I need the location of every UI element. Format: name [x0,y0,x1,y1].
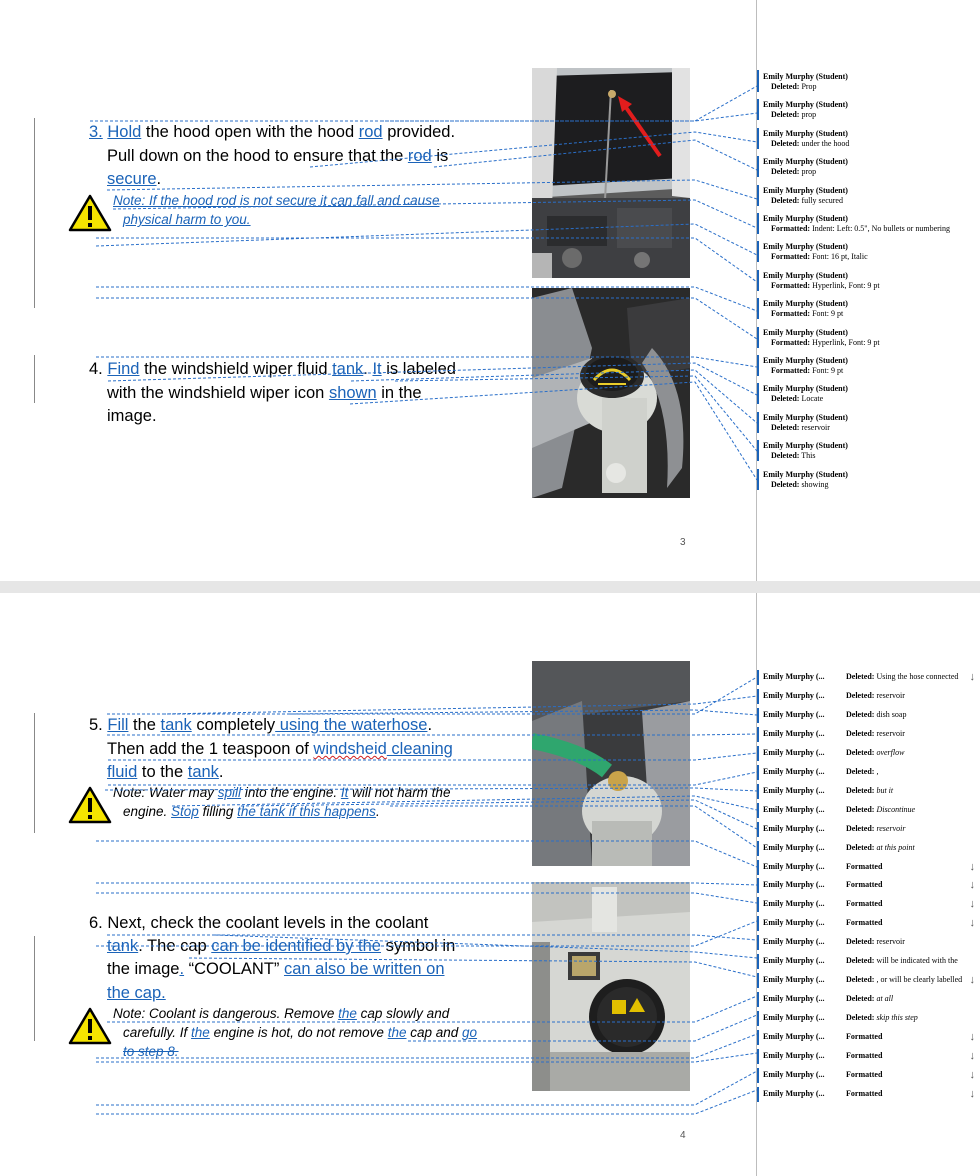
comment-bar [757,241,759,262]
comment-change [763,252,868,262]
comment-author: Emily Murphy (Student) [763,185,848,195]
change-detail: Prop [799,82,817,91]
change-detail: reservoir [874,690,905,700]
comment-bar [757,99,759,120]
comment-author: Emily Murphy (... [763,709,825,719]
comment-bar [757,1068,759,1083]
change-detail: reservoir [874,937,905,947]
change-detail: at all [874,994,894,1004]
comment-bubble[interactable] [763,955,975,967]
change-kind: Formatted [846,1051,883,1060]
change-detail: Font: 9 pt [810,309,844,319]
change-detail: at this point [874,842,915,852]
comment-author: Emily Murphy (... [763,861,825,871]
comment-bubble[interactable] [763,917,975,929]
change-kind: Deleted: [771,394,800,404]
comment-change [763,338,880,348]
expand-arrow-icon[interactable]: ↓ [969,974,975,987]
comment-change [763,451,848,461]
expand-arrow-icon[interactable]: ↓ [969,879,975,892]
comment-change [763,82,848,92]
comment-change [763,139,849,149]
comment-author: Emily Murphy (Student) [763,242,848,252]
comment-bubble[interactable] [763,728,975,740]
change-kind: Formatted [846,1032,883,1042]
comment-bar [757,670,759,685]
comment-bubble[interactable] [763,384,848,404]
change-kind: Deleted: [771,82,800,91]
change-kind: Formatted: [771,309,811,319]
comment-bubble[interactable] [763,72,848,92]
change-kind: Deleted: [771,479,800,489]
change-detail: Hyperlink, Font: 9 pt [810,280,880,290]
comment-change [763,110,848,120]
change-detail: under the hood [799,138,850,148]
change-detail: skip this step [874,1013,918,1023]
change-detail: reservoir [799,422,830,432]
change-kind: Deleted: reservoir [846,937,905,947]
step-4-line-3: image. [107,407,157,425]
comment-author: Emily Murphy (... [763,1088,825,1098]
step-3-line-1: 3. Hold the hood open with the hood rod provided. [89,123,456,141]
comment-bar [757,689,759,704]
change-detail: Locate [799,394,824,404]
comment-bar [757,383,759,404]
change-kind: Formatted [846,1069,883,1079]
comment-bar [757,185,759,206]
change-detail: will be indicated with the [874,956,958,966]
expand-arrow-icon[interactable]: ↓ [969,1050,975,1062]
comment-bubble[interactable] [763,1088,975,1100]
step-6-line-3: the image. “COOLANT” can also be written on [107,960,445,978]
step-5-line-1: 5. Fill the tank completely using the waterhose. [89,716,433,734]
comment-change [763,281,880,291]
comment-bubble[interactable] [763,100,848,120]
change-detail: , [874,766,879,776]
comment-author: Emily Murphy (... [763,975,825,985]
comment-bubble[interactable] [763,1031,975,1043]
comment-change [763,196,848,206]
comment-change [763,394,848,404]
step-6-line-1: 6. Next, check the coolant levels in the coolant [89,914,429,932]
change-kind: Formatted: [771,337,811,347]
change-detail: Discontinue [874,804,916,814]
change-detail: dish soap [874,709,907,719]
comment-bar [757,327,759,348]
comment-author: Emily Murphy (... [763,823,825,833]
change-kind: Deleted: [771,167,800,177]
comment-bubble[interactable] [763,129,849,149]
change-detail: prop [799,167,817,177]
comment-author: Emily Murphy (Student) [763,214,848,223]
comment-bar [757,213,759,234]
inserted-text: Hold [107,123,142,141]
comment-bubble[interactable] [763,993,975,1005]
change-kind: Deleted: overflow [846,747,905,757]
change-kind: Deleted: [771,138,800,148]
water-hose-photo [532,661,690,866]
comment-author: Emily Murphy (... [763,766,825,776]
change-bar [34,936,35,1041]
comment-author: Emily Murphy (... [763,804,825,814]
expand-arrow-icon[interactable]: ↓ [969,1068,975,1081]
comment-author: Emily Murphy (Student) [763,356,848,365]
step-number: 3. [89,123,103,141]
change-kind: Formatted: [771,366,811,375]
change-kind: Formatted: [771,224,811,233]
comment-bar [757,916,759,931]
change-kind: Deleted: will be indicated with the [846,956,958,966]
change-bar [34,713,35,833]
change-kind: Deleted: reservoir [846,823,906,833]
comment-author: Emily Murphy (... [763,994,825,1004]
comment-author: Emily Murphy (... [763,1051,825,1060]
change-detail: prop [799,110,817,120]
comment-author: Emily Murphy (Student) [763,327,848,337]
comment-author: Emily Murphy (... [763,785,825,795]
comment-author: Emily Murphy (Student) [763,441,848,451]
expand-arrow-icon[interactable]: ↓ [969,860,975,873]
step-5-line-3: fluid to the tank. [107,763,224,781]
comment-bar [757,1030,759,1045]
comment-bar [757,860,759,875]
comment-bubble[interactable] [763,842,975,854]
change-detail: Using the hose connected [874,672,959,681]
comment-author: Emily Murphy (... [763,1069,825,1079]
comment-bubble[interactable] [763,936,975,948]
document-page-4 [0,593,980,1176]
comment-author: Emily Murphy (... [763,1013,825,1023]
comment-bar [757,128,759,149]
wiper-fluid-tank-photo [532,288,690,498]
comment-author: Emily Murphy (... [763,842,825,852]
comment-bar [757,992,759,1007]
comment-bar [757,1087,759,1102]
comment-bar [757,954,759,969]
comment-bar [757,897,759,912]
step-6-note-line-1: Note: Coolant is dangerous. Remove the cap slowly and [113,1006,450,1021]
comment-author: Emily Murphy (Student) [763,72,848,81]
expand-arrow-icon[interactable]: ↓ [969,671,975,683]
comment-change [763,366,848,376]
page-number: 3 [680,537,686,548]
comment-author: Emily Murphy (... [763,1032,825,1042]
comment-bar [757,841,759,856]
coolant-cap-photo [532,882,690,1091]
comment-bubble[interactable] [763,879,975,891]
comment-author: Emily Murphy (Student) [763,299,848,309]
comment-bar [757,1049,759,1064]
comment-bubble[interactable] [763,356,848,376]
change-detail: overflow [874,747,905,757]
comment-bar [757,765,759,780]
step-5-line-2: Then add the 1 teaspoon of windsheid cleaning [107,740,453,758]
comment-bubble[interactable] [763,690,975,702]
comment-bar [757,727,759,742]
comment-author: Emily Murphy (... [763,690,825,700]
comment-author: Emily Murphy (... [763,956,825,966]
change-kind: Deleted: , [846,766,879,776]
change-kind: Formatted [846,899,883,909]
document-page-3 [0,0,980,581]
comment-bar [757,935,759,950]
comment-bar [757,708,759,723]
comment-author: Emily Murphy (... [763,918,825,928]
step-3-line-3: secure. [107,170,162,188]
change-kind: Deleted: [771,195,800,205]
change-detail: reservoir [874,728,905,738]
warning-triangle-icon [68,786,112,824]
comment-bubble[interactable] [763,1012,975,1024]
change-kind: Deleted: Discontinue [846,804,916,814]
change-kind: Deleted: skip this step [846,1013,918,1023]
comment-author: Emily Murphy (Student) [763,412,848,422]
change-detail: Indent: Left: 0.5", No bullets or numbering [810,224,950,233]
comment-bubble[interactable] [763,299,848,319]
step-6-note-line-3: to step 8. [123,1044,179,1059]
step-4-line-2: with the windshield wiper icon shown in the [107,384,422,402]
comment-bubble[interactable] [763,470,848,490]
comment-bubble[interactable] [763,785,975,797]
comment-bubble[interactable] [763,157,848,177]
comment-bar [757,1011,759,1026]
change-kind: Deleted: reservoir [846,728,905,738]
change-detail: This [799,451,816,461]
comment-author: Emily Murphy (Student) [763,469,848,479]
change-detail: Font: 9 pt [810,366,844,375]
page-number: 4 [680,1130,686,1141]
hood-rod-photo [532,68,690,278]
change-kind: Deleted: [771,422,800,432]
warning-triangle-icon [68,194,112,232]
comment-bubble[interactable] [763,747,975,759]
step-6-line-4: the cap. [107,984,166,1002]
step-3-note-line-2: physical harm to you. [123,212,251,227]
warning-triangle-icon [68,1007,112,1045]
comment-author: Emily Murphy (Student) [763,128,848,138]
comment-author: Emily Murphy (Student) [763,270,848,280]
change-detail: , or will be clearly labelled [874,975,963,985]
comment-bar [757,156,759,177]
comment-bar [757,412,759,433]
comment-bubble[interactable] [763,804,975,816]
step-3-line-2: Pull down on the hood to ensure that the rod is [107,147,449,165]
change-detail: fully secured [799,195,843,205]
change-kind: Formatted: [771,252,811,262]
comment-bar [757,469,759,490]
comment-bubble[interactable] [763,214,950,234]
expand-arrow-icon[interactable]: ↓ [969,1087,975,1100]
comment-author: Emily Murphy (... [763,747,825,757]
comment-author: Emily Murphy (... [763,880,825,890]
comment-bubble[interactable] [763,671,975,683]
comment-bar [757,878,759,893]
change-kind: Deleted: [771,110,800,120]
comment-change [763,309,848,319]
comment-bar [757,71,759,92]
change-kind: Deleted: reservoir [846,690,905,700]
comment-bar [757,270,759,291]
comment-bubble[interactable] [763,186,848,206]
step-5-note-line-1: Note: Water may spill into the engine. It will not harm the [113,785,451,800]
expand-arrow-icon[interactable]: ↓ [969,1031,975,1044]
comment-change [763,423,848,433]
comment-bar [757,746,759,761]
comment-author: Emily Murphy (... [763,899,825,909]
step-4-line-1: 4. Find the windshield wiper fluid tank. It is labeled [89,360,456,378]
comment-bubble[interactable] [763,1050,975,1062]
comment-author: Emily Murphy (... [763,937,825,947]
change-detail: showing [799,479,829,489]
change-kind: Deleted: at all [846,994,894,1004]
comment-bar [757,784,759,799]
expand-arrow-icon[interactable]: ↓ [969,898,975,911]
comment-bubble[interactable] [763,974,975,986]
comment-bubble[interactable] [763,413,848,433]
comment-change [763,167,848,177]
step-5-note-line-2: engine. Stop filling the tank if this happens. [123,804,380,819]
change-kind: Deleted: but it [846,785,894,795]
comment-bar [757,973,759,988]
change-detail: Font: 16 pt, Italic [810,252,868,262]
step-6-note-line-2: carefully. If the engine is hot, do not remove the cap and go [123,1025,478,1040]
comment-author: Emily Murphy (... [763,672,825,681]
change-detail: reservoir [874,823,906,833]
change-kind: Deleted: Using the hose connected [846,672,959,681]
comment-bar [757,355,759,376]
comment-change [763,480,848,490]
comment-bar [757,440,759,461]
change-kind: Deleted: , or will be clearly labelled [846,975,963,985]
comment-bubble[interactable] [763,898,975,910]
comment-bubble[interactable] [763,709,975,721]
comment-change [763,224,950,234]
change-kind: Formatted [846,861,883,871]
change-kind: Deleted: at this point [846,842,915,852]
comment-bubble[interactable] [763,766,975,778]
comment-author: Emily Murphy (Student) [763,100,848,110]
comment-bubble[interactable] [763,242,868,262]
change-bar [34,118,35,308]
comment-author: Emily Murphy (Student) [763,384,848,394]
change-detail: Hyperlink, Font: 9 pt [810,337,880,347]
change-kind: Formatted [846,880,883,890]
comment-bar [757,298,759,319]
comment-bubble[interactable] [763,861,975,873]
comment-bubble[interactable] [763,328,880,348]
change-kind: Formatted [846,918,883,928]
comment-bubble[interactable] [763,1069,975,1081]
comment-author: Emily Murphy (... [763,728,825,738]
expand-arrow-icon[interactable]: ↓ [969,917,975,930]
change-bar [34,355,35,403]
comment-bubble[interactable] [763,823,975,835]
step-3-note-line-1: Note: If the hood rod is not secure it can fall and cause [113,193,440,208]
change-detail: but it [874,785,894,795]
change-kind: Deleted: [771,451,800,461]
comment-author: Emily Murphy (Student) [763,157,848,167]
change-kind: Formatted: [771,280,811,290]
step-6-line-2: tank. The cap can be identified by the symbol in [107,937,456,955]
comment-bar [757,803,759,818]
change-kind: Deleted: dish soap [846,709,907,719]
comment-bubble[interactable] [763,271,880,291]
comment-bubble[interactable] [763,441,848,461]
comment-bar [757,822,759,837]
change-kind: Formatted [846,1088,883,1098]
